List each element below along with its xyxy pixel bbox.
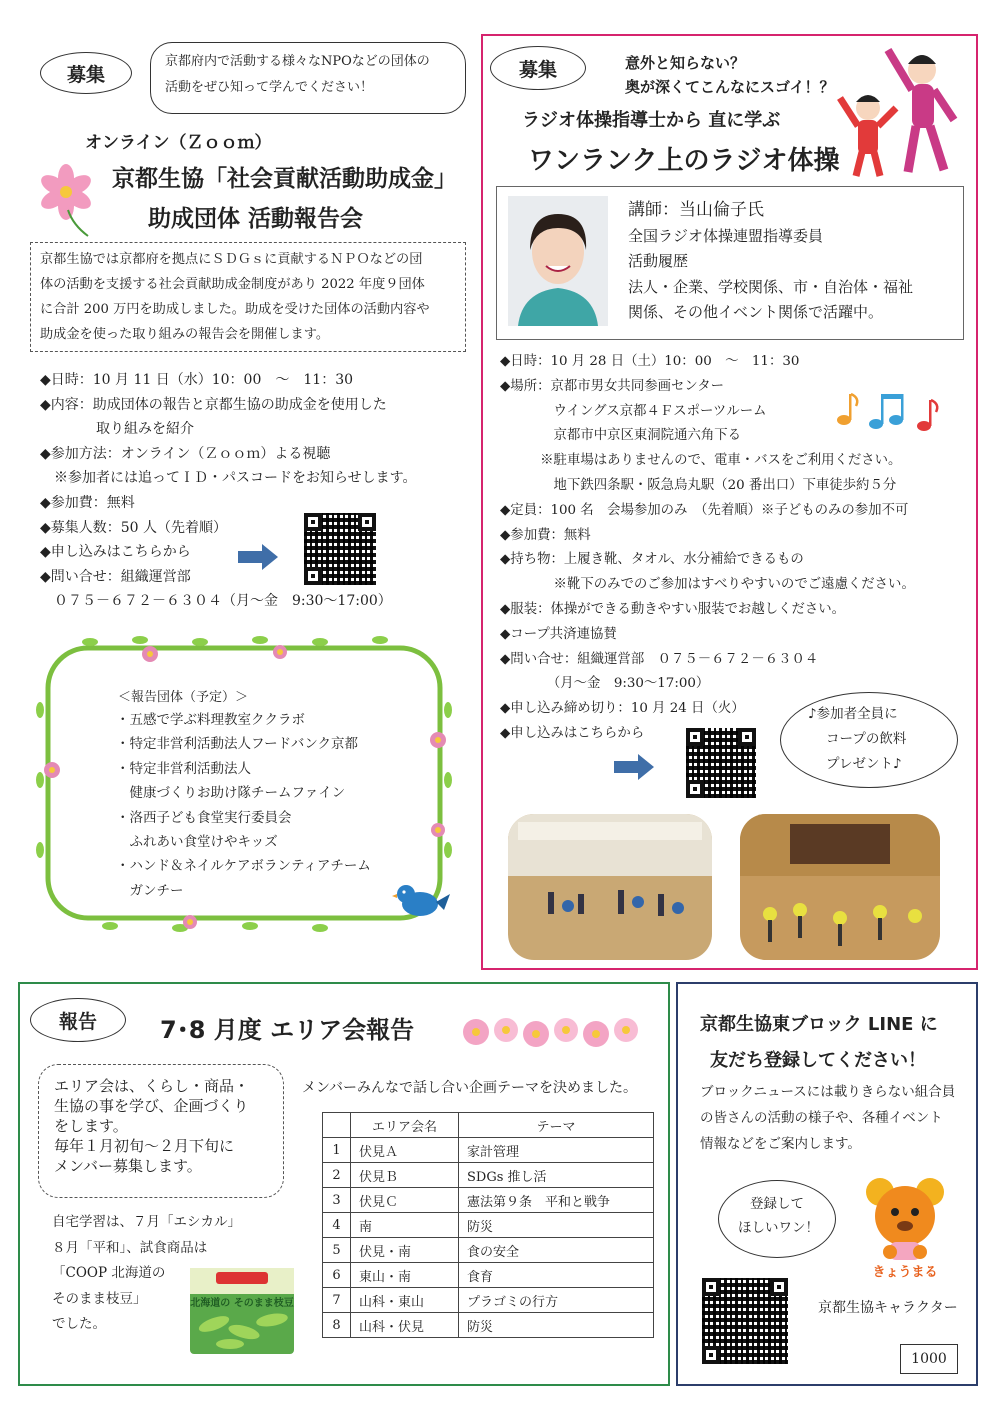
report-tag: 報告 bbox=[30, 998, 126, 1042]
group-item: ふれあい食堂けやキッズ bbox=[116, 834, 278, 850]
study-line: でした。 bbox=[52, 1316, 106, 1333]
detail-line: ◆服装：体操ができる動きやすい服装でお越しください。 bbox=[500, 602, 846, 617]
detail-line: ※参加者には追ってＩＤ・パスコードをお知らせします。 bbox=[40, 470, 417, 487]
group-item: ・洛西子ども食堂実行委員会 bbox=[116, 809, 292, 826]
qr-code-right[interactable] bbox=[686, 728, 756, 798]
table-cell: 8 bbox=[323, 1313, 351, 1338]
detail-line: ◆申し込みはこちらから bbox=[500, 726, 645, 741]
gym-photo-2 bbox=[740, 814, 940, 960]
table-row bbox=[323, 1288, 654, 1313]
gym-photo-1 bbox=[508, 814, 712, 960]
mascot-name: きょうまる bbox=[872, 1265, 938, 1280]
line-body-line: 情報などをご案内します。 bbox=[700, 1136, 861, 1152]
table-row bbox=[323, 1138, 654, 1163]
detail-line: 京都市中京区東洞院通六角下る bbox=[500, 428, 742, 444]
table-cell: 1 bbox=[323, 1138, 351, 1163]
cosmos-flower-icon bbox=[28, 160, 108, 240]
bluebird-icon bbox=[392, 872, 452, 932]
group-item: ・五感で学ぶ料理教室ククラボ bbox=[116, 712, 305, 728]
detail-line: ウイングス京都４Ｆスポーツルーム bbox=[500, 403, 767, 419]
recruit-tag-left: 募集 bbox=[40, 52, 132, 94]
study-line: ８月「平和」、試食商品は bbox=[52, 1239, 208, 1256]
detail-line: ◆参加費：無料 bbox=[40, 495, 135, 511]
intro-line: 京都生協では京都府を拠点にＳＤＧｓに貢献するＮＰＯなどの団 bbox=[40, 252, 423, 267]
table-cell: プラゴミの行方 bbox=[459, 1288, 654, 1313]
instructor-line: 全国ラジオ体操連盟指導委員 bbox=[628, 226, 824, 245]
table-cell: 5 bbox=[323, 1238, 351, 1263]
detail-line: 地下鉄四条駅・阪急烏丸駅（20 番出口）下車徒歩約５分 bbox=[500, 478, 897, 493]
line-title-2: 友だち登録してください！ bbox=[710, 1050, 926, 1071]
instructor-photo bbox=[508, 196, 608, 326]
table-cell: 憲法第９条 平和と戦争 bbox=[459, 1188, 654, 1213]
detail-line: ◆日時：10 月 28 日（土）10：00 ～ 11：30 bbox=[500, 354, 800, 369]
instructor-line: 法人・企業、学校関係、市・自治体・福祉 bbox=[628, 277, 914, 296]
table-cell: 防災 bbox=[459, 1313, 654, 1338]
present-line: コープの飲料 bbox=[826, 731, 907, 747]
mascot-caption: 京都生協キャラクター bbox=[818, 1300, 958, 1316]
area-info-line: 生協の事を学び、企画づくり bbox=[54, 1097, 249, 1115]
left-speech-bubble bbox=[150, 42, 466, 114]
music-notes-icon bbox=[834, 388, 944, 438]
detail-line: ◆参加方法：オンライン（Ｚｏｏｍ）よる視聴 bbox=[40, 445, 331, 462]
exercise-girls-icon bbox=[832, 38, 972, 178]
catch-line-2: 奥が深くてこんなにスゴイ！？ bbox=[625, 78, 835, 96]
wan-line: ほしいワン！ bbox=[738, 1220, 819, 1236]
table-cell: 山科・伏見 bbox=[351, 1313, 459, 1338]
study-line: 「COOP 北海道の bbox=[52, 1265, 166, 1282]
intro-line: 助成金を使った取り組みの報告会を開催します。 bbox=[40, 327, 330, 342]
present-line: ♪参加者全員に bbox=[808, 706, 898, 722]
line-body-line: ブロックニュースには載りきらない組合員 bbox=[700, 1084, 956, 1100]
detail-line: ◆場所：京都市男女共同参画センター bbox=[500, 378, 725, 394]
table-cell: 2 bbox=[323, 1163, 351, 1188]
table-cell: 家計管理 bbox=[459, 1138, 654, 1163]
detail-line: ◆コープ共済連協賛 bbox=[500, 626, 617, 642]
detail-line: ◆定員：100 名 会場参加のみ （先着順）※子どものみの参加不可 bbox=[500, 502, 909, 518]
group-item: 健康づくりお助け隊チームファイン bbox=[116, 785, 346, 802]
detail-line: ◆募集人数：50 人（先着順） bbox=[40, 519, 228, 536]
detail-line: ◆申し込みはこちらから bbox=[40, 544, 191, 561]
table-header-cell: エリア会名 bbox=[351, 1113, 459, 1138]
detail-line: 取り組みを紹介 bbox=[40, 421, 194, 438]
table-row bbox=[323, 1188, 654, 1213]
recruit-tag-right: 募集 bbox=[490, 46, 586, 90]
left-title-2: 助成団体 活動報告会 bbox=[148, 206, 364, 232]
table-row bbox=[323, 1213, 654, 1238]
package-label: 北海道の そのまま枝豆 bbox=[190, 1298, 294, 1309]
arrow-right-icon bbox=[238, 544, 278, 574]
intro-line: に合計 200 万円を助成しました。助成を受けた団体の活動内容や bbox=[40, 302, 430, 317]
group-item: ・特定非営利活動法人フードバンク京都 bbox=[116, 736, 359, 753]
detail-line: ◆持ち物：上履き靴、タオル、水分補給できるもの bbox=[500, 552, 804, 568]
table-cell: 東山・南 bbox=[351, 1263, 459, 1288]
qr-code-line[interactable] bbox=[702, 1278, 788, 1364]
table-cell: 伏見Ａ bbox=[351, 1138, 459, 1163]
table-row bbox=[323, 1163, 654, 1188]
arrow-right-icon-2 bbox=[614, 754, 654, 784]
study-line: 自宅学習は、７月「エシカル」 bbox=[52, 1214, 241, 1230]
table-cell: 防災 bbox=[459, 1213, 654, 1238]
qr-code-left[interactable] bbox=[304, 513, 376, 585]
detail-line: ０７５－６７２－６３０４（月～金 9:30～17:00） bbox=[40, 593, 392, 610]
kyoumaru-mascot-icon bbox=[860, 1172, 950, 1282]
area-info-line: をします。 bbox=[54, 1117, 128, 1135]
instructor-line: 講師：当山倫子氏 bbox=[628, 200, 764, 220]
detail-line: ◆日時：10 月 11 日（水）10：00 ～ 11：30 bbox=[40, 372, 354, 388]
table-cell: 7 bbox=[323, 1288, 351, 1313]
groups-title: ＜報告団体（予定）＞ bbox=[118, 690, 249, 705]
detail-line: ◆問い合せ：組織運営部 ０７５－６７２－６３０４ bbox=[500, 651, 819, 667]
table-cell: 伏見Ｂ bbox=[351, 1163, 459, 1188]
detail-line: ※駐車場はありませんので、電車・バスをご利用ください。 bbox=[500, 453, 902, 469]
count-box: 1000 bbox=[900, 1344, 958, 1374]
table-intro: メンバーみんなで話し合い企画テーマを決めました。 bbox=[302, 1080, 638, 1096]
table-row bbox=[323, 1238, 654, 1263]
group-item: ガンチー bbox=[116, 882, 184, 899]
right-title: ワンランク上のラジオ体操 bbox=[528, 146, 840, 176]
instructor-line: 活動履歴 bbox=[628, 252, 689, 271]
detail-line: ◆内容：助成団体の報告と京都生協の助成金を使用した bbox=[40, 396, 387, 413]
area-theme-table bbox=[322, 1112, 654, 1338]
present-line: プレゼント♪ bbox=[826, 756, 902, 772]
table-row bbox=[323, 1263, 654, 1288]
line-body-line: の皆さんの活動の様子や、各種イベント bbox=[700, 1110, 943, 1126]
instructor-line: 関係、その他イベント関係で活躍中。 bbox=[628, 303, 884, 322]
table-cell: 伏見Ｃ bbox=[351, 1188, 459, 1213]
left-title-1: 京都生協「社会貢献活動助成金」 bbox=[112, 166, 457, 192]
table-cell: 4 bbox=[323, 1213, 351, 1238]
table-cell: 食の安全 bbox=[459, 1238, 654, 1263]
area-info-line: メンバー募集します。 bbox=[54, 1157, 202, 1175]
detail-line: （月～金 9:30～17:00） bbox=[500, 676, 710, 692]
wan-line: 登録して bbox=[750, 1196, 804, 1212]
table-cell: 6 bbox=[323, 1263, 351, 1288]
bubble-line-1: 京都府内で活動する様々なNPOなどの団体の bbox=[165, 54, 430, 69]
edamame-package bbox=[190, 1268, 294, 1354]
area-info-line: 毎年１月初旬～２月下旬に bbox=[54, 1137, 235, 1155]
group-item: ・特定非営利活動法人 bbox=[116, 760, 251, 777]
catch-line-1: 意外と知らない？ bbox=[625, 54, 746, 72]
right-sub: ラジオ体操指導士から 直に学ぶ bbox=[522, 110, 781, 131]
online-label: オンライン（Ｚｏｏｍ） bbox=[85, 133, 272, 153]
group-item: ・ハンド＆ネイルケアボランティアチーム bbox=[116, 858, 371, 875]
table-header-cell bbox=[323, 1113, 351, 1138]
table-cell: 伏見・南 bbox=[351, 1238, 459, 1263]
table-cell: 食育 bbox=[459, 1263, 654, 1288]
area-info-line: エリア会は、くらし・商品・ bbox=[54, 1077, 250, 1095]
report-title: 7･8 月度 エリア会報告 bbox=[160, 1016, 415, 1044]
table-cell: 3 bbox=[323, 1188, 351, 1213]
bubble-line-2: 活動をぜひ知って学んでください！ bbox=[165, 80, 374, 95]
table-header-cell: テーマ bbox=[459, 1113, 654, 1138]
flower-garland-icon bbox=[460, 1012, 650, 1052]
table-cell: 山科・東山 bbox=[351, 1288, 459, 1313]
detail-line: ※靴下のみでのご参加はすべりやすいのでご遠慮ください。 bbox=[500, 577, 915, 593]
detail-line: ◆問い合せ：組織運営部 bbox=[40, 568, 191, 585]
table-cell: 南 bbox=[351, 1213, 459, 1238]
line-title-1: 京都生協東ブロック LINE に bbox=[700, 1014, 938, 1035]
detail-line: ◆参加費：無料 bbox=[500, 527, 591, 543]
table-cell: SDGs 推し活 bbox=[459, 1163, 654, 1188]
study-line: そのまま枝豆」 bbox=[52, 1290, 147, 1307]
table-row bbox=[323, 1313, 654, 1338]
detail-line: ◆申し込み締め切り：10 月 24 日（火） bbox=[500, 701, 745, 717]
intro-line: 体の活動を支援する社会貢献助成金制度があり 2022 年度９団体 bbox=[40, 277, 425, 292]
